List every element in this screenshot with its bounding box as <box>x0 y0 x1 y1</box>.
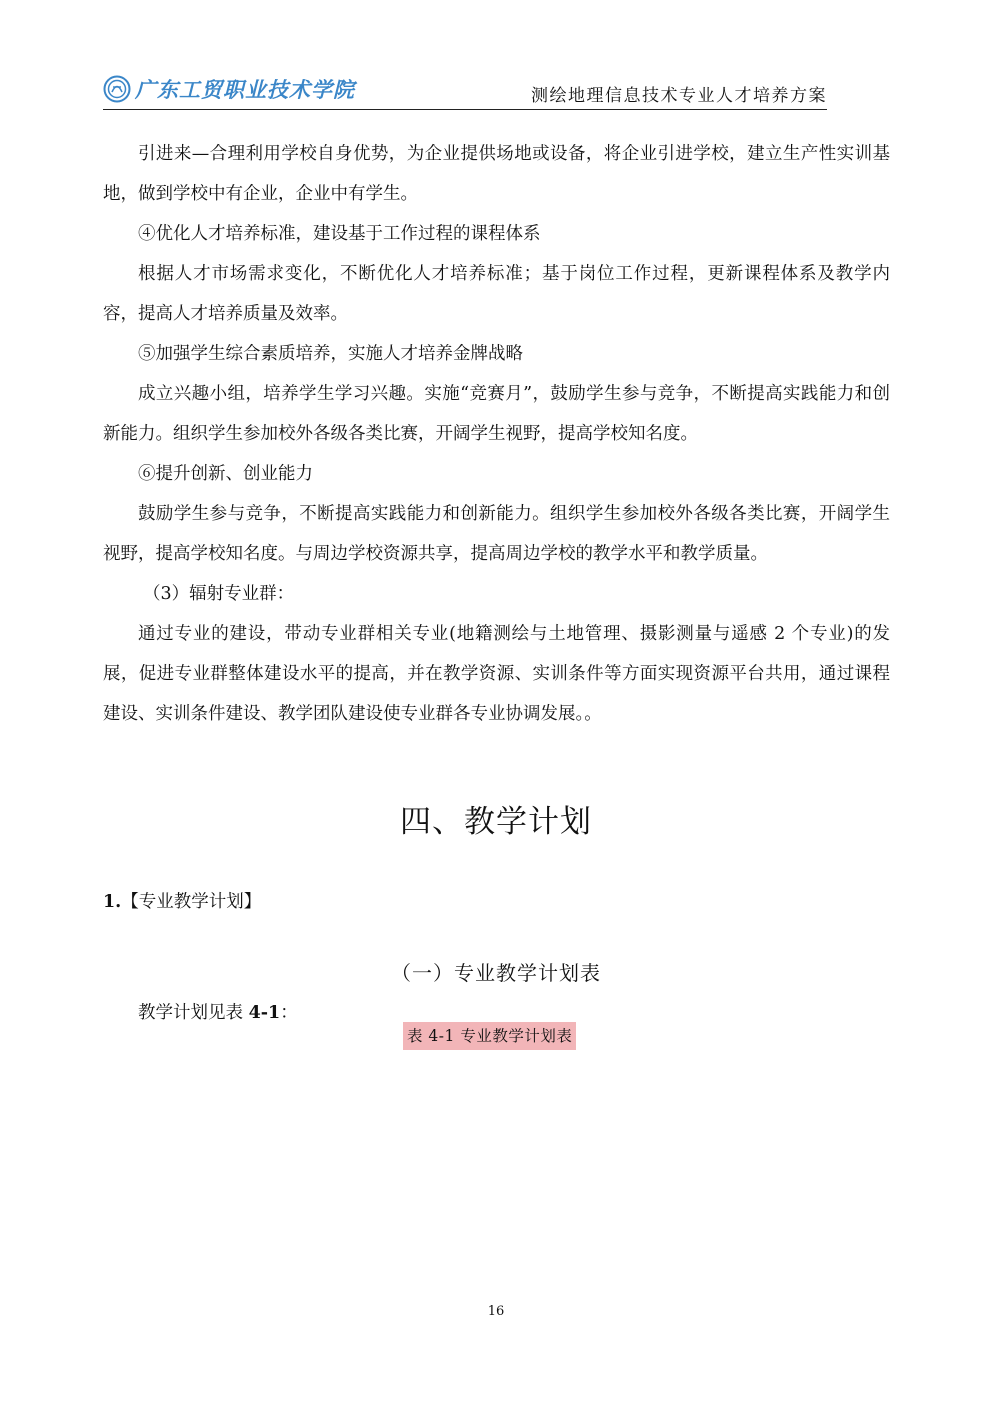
item-6-heading: ⑥提升创新、创业能力 <box>138 464 313 484</box>
page-number: 16 <box>487 1304 505 1319</box>
table-heading: （一）专业教学计划表 <box>391 961 601 985</box>
school-logo <box>103 74 355 104</box>
section-number: 1. <box>103 892 122 912</box>
paragraph-introduce-enterprises: 引进来—合理利用学校自身优势，为企业提供场地或设备，将企业引进学校，建立生产性实训基地，做到学校中有企业，企业中有学生。 <box>103 144 890 204</box>
table-reference-number: 4-1 <box>248 1003 281 1023</box>
body-text <box>103 134 890 734</box>
paragraph-innovation: 鼓励学生参与竞争，不断提高实践能力和创新能力。组织学生参加校外各级各类比赛，开阔学生视野，提高学校知名度。与周边学校资源共享，提高周边学校的教学水平和教学质量。 <box>103 504 890 564</box>
table-reference-prefix: 教学计划见表 <box>138 1003 249 1023</box>
school-logo-text: 广东工贸职业技术学院 <box>135 77 355 102</box>
section-label: 【专业教学计划】 <box>121 892 262 912</box>
header-divider <box>103 109 827 110</box>
page-header <box>103 72 827 110</box>
subsection-radiate-group: （3）辐射专业群： <box>143 584 295 604</box>
table-reference-suffix: ： <box>280 1003 298 1023</box>
school-emblem-icon <box>103 75 131 103</box>
chapter-title: 四、教学计划 <box>400 804 592 840</box>
table-reference <box>138 999 298 1024</box>
table-caption: 表 4-1 专业教学计划表 <box>403 1022 576 1050</box>
item-4-heading: ④优化人才培养标准，建设基于工作过程的课程体系 <box>138 224 541 244</box>
section-title <box>103 888 261 913</box>
paragraph-optimize-standards: 根据人才市场需求变化，不断优化人才培养标准；基于岗位工作过程，更新课程体系及教学内容，提高人才培养质量及效率。 <box>103 264 890 324</box>
item-5-heading: ⑤加强学生综合素质培养，实施人才培养金牌战略 <box>138 344 523 364</box>
paragraph-interest-groups: 成立兴趣小组，培养学生学习兴趣。实施“竞赛月”，鼓励学生参与竞争，不断提高实践能力和创新能力。组织学生参加校外各级各类比赛，开阔学生视野，提高学校知名度。 <box>103 384 890 444</box>
paragraph-professional-group: 通过专业的建设，带动专业群相关专业(地籍测绘与土地管理、摄影测量与遥感 2 个专业)的发展，促进专业群整体建设水平的提高，并在教学资源、实训条件等方面实现资源平台共用，通过课程建设、实训条件建设、教学团队建设使专业群各专业协调发展。。 <box>103 624 890 724</box>
document-title: 测绘地理信息技术专业人才培养方案 <box>531 86 827 106</box>
